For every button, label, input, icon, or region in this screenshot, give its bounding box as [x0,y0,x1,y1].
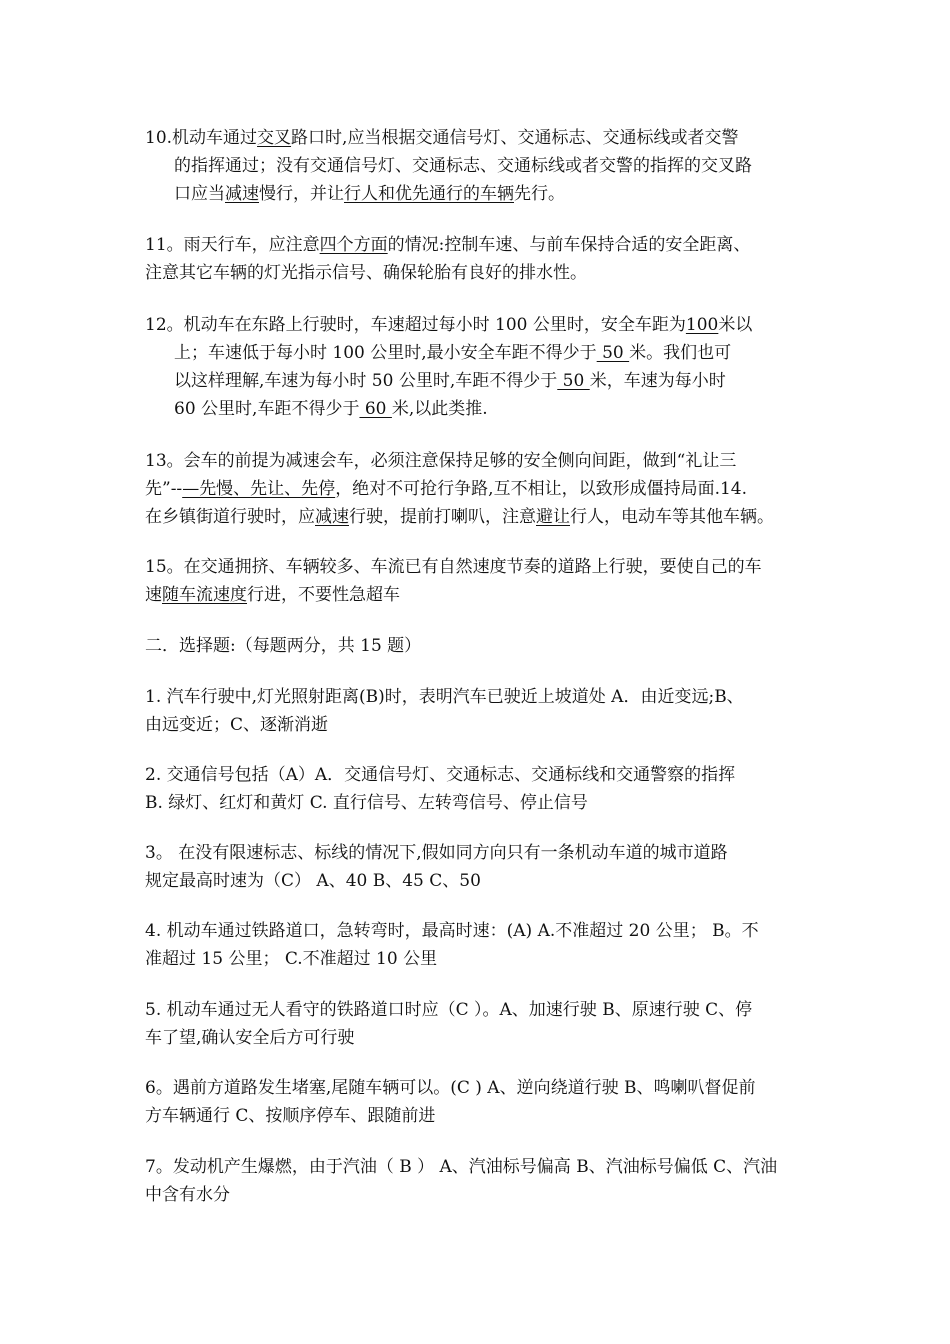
choice-question-7: 7。发动机产生爆燃，由于汽油（ B ） A、汽油标号偏高 B、汽油标号偏低 C、汽油 中含有水分 [145,1157,778,1205]
answer-blank: 避让 [536,507,570,527]
q13-line-1: 13。会车的前提为减速会车，必须注意保持足够的安全侧向间距，做到“礼让三 [145,451,737,471]
q10-line-1: 10.机动车通过交叉路口时,应当根据交通信号灯、交通标志、交通标线或者交警 [145,128,739,148]
choice-question-2: 2. 交通信号包括（A）A．交通信号灯、交通标志、交通标线和交通警察的指挥 B. 绿灯、红灯和黄灯 C. 直行信号、左转弯信号、停止信号 [145,765,736,813]
q13-line-3: 在乡镇街道行驶时，应减速行驶，提前打喇叭，注意避让行人，电动车等其他车辆。 [145,507,774,527]
answer-blank: 100 [685,315,719,335]
q12-line-2: 上；车速低于每小时 100 公里时,最小安全车距不得少于 50 米。我们也可 [174,343,732,363]
q12-line-4: 60 公里时,车距不得少于 60 米,以此类推. [174,399,488,419]
answer-blank: 交叉 [257,128,292,148]
q10-line-3: 口应当减速慢行，并让行人和优先通行的车辆先行。 [174,184,565,204]
section-title: 二．选择题:（每题两分，共 15 题） [145,636,422,656]
answer-blank: —先慢、先让、先停 [182,479,336,499]
answer-blank: 50 [557,371,590,391]
choice-question-4: 4. 机动车通过铁路道口，急转弯时，最高时速：(A) A.不准超过 20 公里； B。不 准超过 15 公里； C.不准超过 10 公里 [145,921,759,969]
answer-blank: 50 [596,343,630,363]
choice-question-5: 5. 机动车通过无人看守的铁路道口时应（C ）。A、加速行驶 B、原速行驶 C、停 车了望,确认安全后方可行驶 [145,1000,753,1048]
answer-blank: 行人和优先通行的车辆 [344,184,514,204]
q12-line-3: 以这样理解,车速为每小时 50 公里时,车距不得少于 50 米，车速为每小时 [174,371,726,391]
choice-question-3: 3。 在没有限速标志、标线的情况下,假如同方向只有一条机动车道的城市道路 规定最高时速为（C） A、40 B、45 C、50 [145,843,728,891]
q11-line-2: 注意其它车辆的灯光指示信号、确保轮胎有良好的排水性。 [145,263,587,283]
fill-question-13 [145,447,825,531]
q12-line-1: 12。机动车在东路上行驶时，车速超过每小时 100 公里时，安全车距为100米以 [145,315,753,335]
answer-blank: 60 [359,399,392,419]
q15-line-1: 15。在交通拥挤、车辆较多、车流已有自然速度节奏的道路上行驶，要使自己的车 [145,557,762,577]
answer-blank: 随车流速度 [162,585,247,605]
answer-blank: 四个方面 [319,235,388,255]
q15-line-2: 速随车流速度行进，不要性急超车 [145,585,400,605]
fill-question-15 [145,553,825,609]
fill-question-10 [145,124,825,208]
q10-line-2: 的指挥通过；没有交通信号灯、交通标志、交通标线或者交警的指挥的交叉路 [174,156,752,176]
choice-question-6: 6。遇前方道路发生堵塞,尾随车辆可以。(C ) A、逆向绕道行驶 B、鸣喇叭督促前 方车辆通行 C、按顺序停车、跟随前进 [145,1078,756,1126]
fill-question-11 [145,231,825,287]
fill-question-12 [145,311,825,423]
answer-blank: 减速 [225,184,259,204]
q11-line-1: 11。雨天行车，应注意四个方面的情况:控制车速、与前车保持合适的安全距离、 [145,235,751,255]
choice-question-1: 1. 汽车行驶中,灯光照射距离(B)时，表明汽车已驶近上坡道处 A．由近变远;B、 由远变近；C、逐渐消逝 [145,687,744,735]
answer-blank: 减速 [315,507,349,527]
q13-line-2: 先”--—先慢、先让、先停，绝对不可抢行争路,互不相让，以致形成僵持局面.14. [145,479,748,499]
